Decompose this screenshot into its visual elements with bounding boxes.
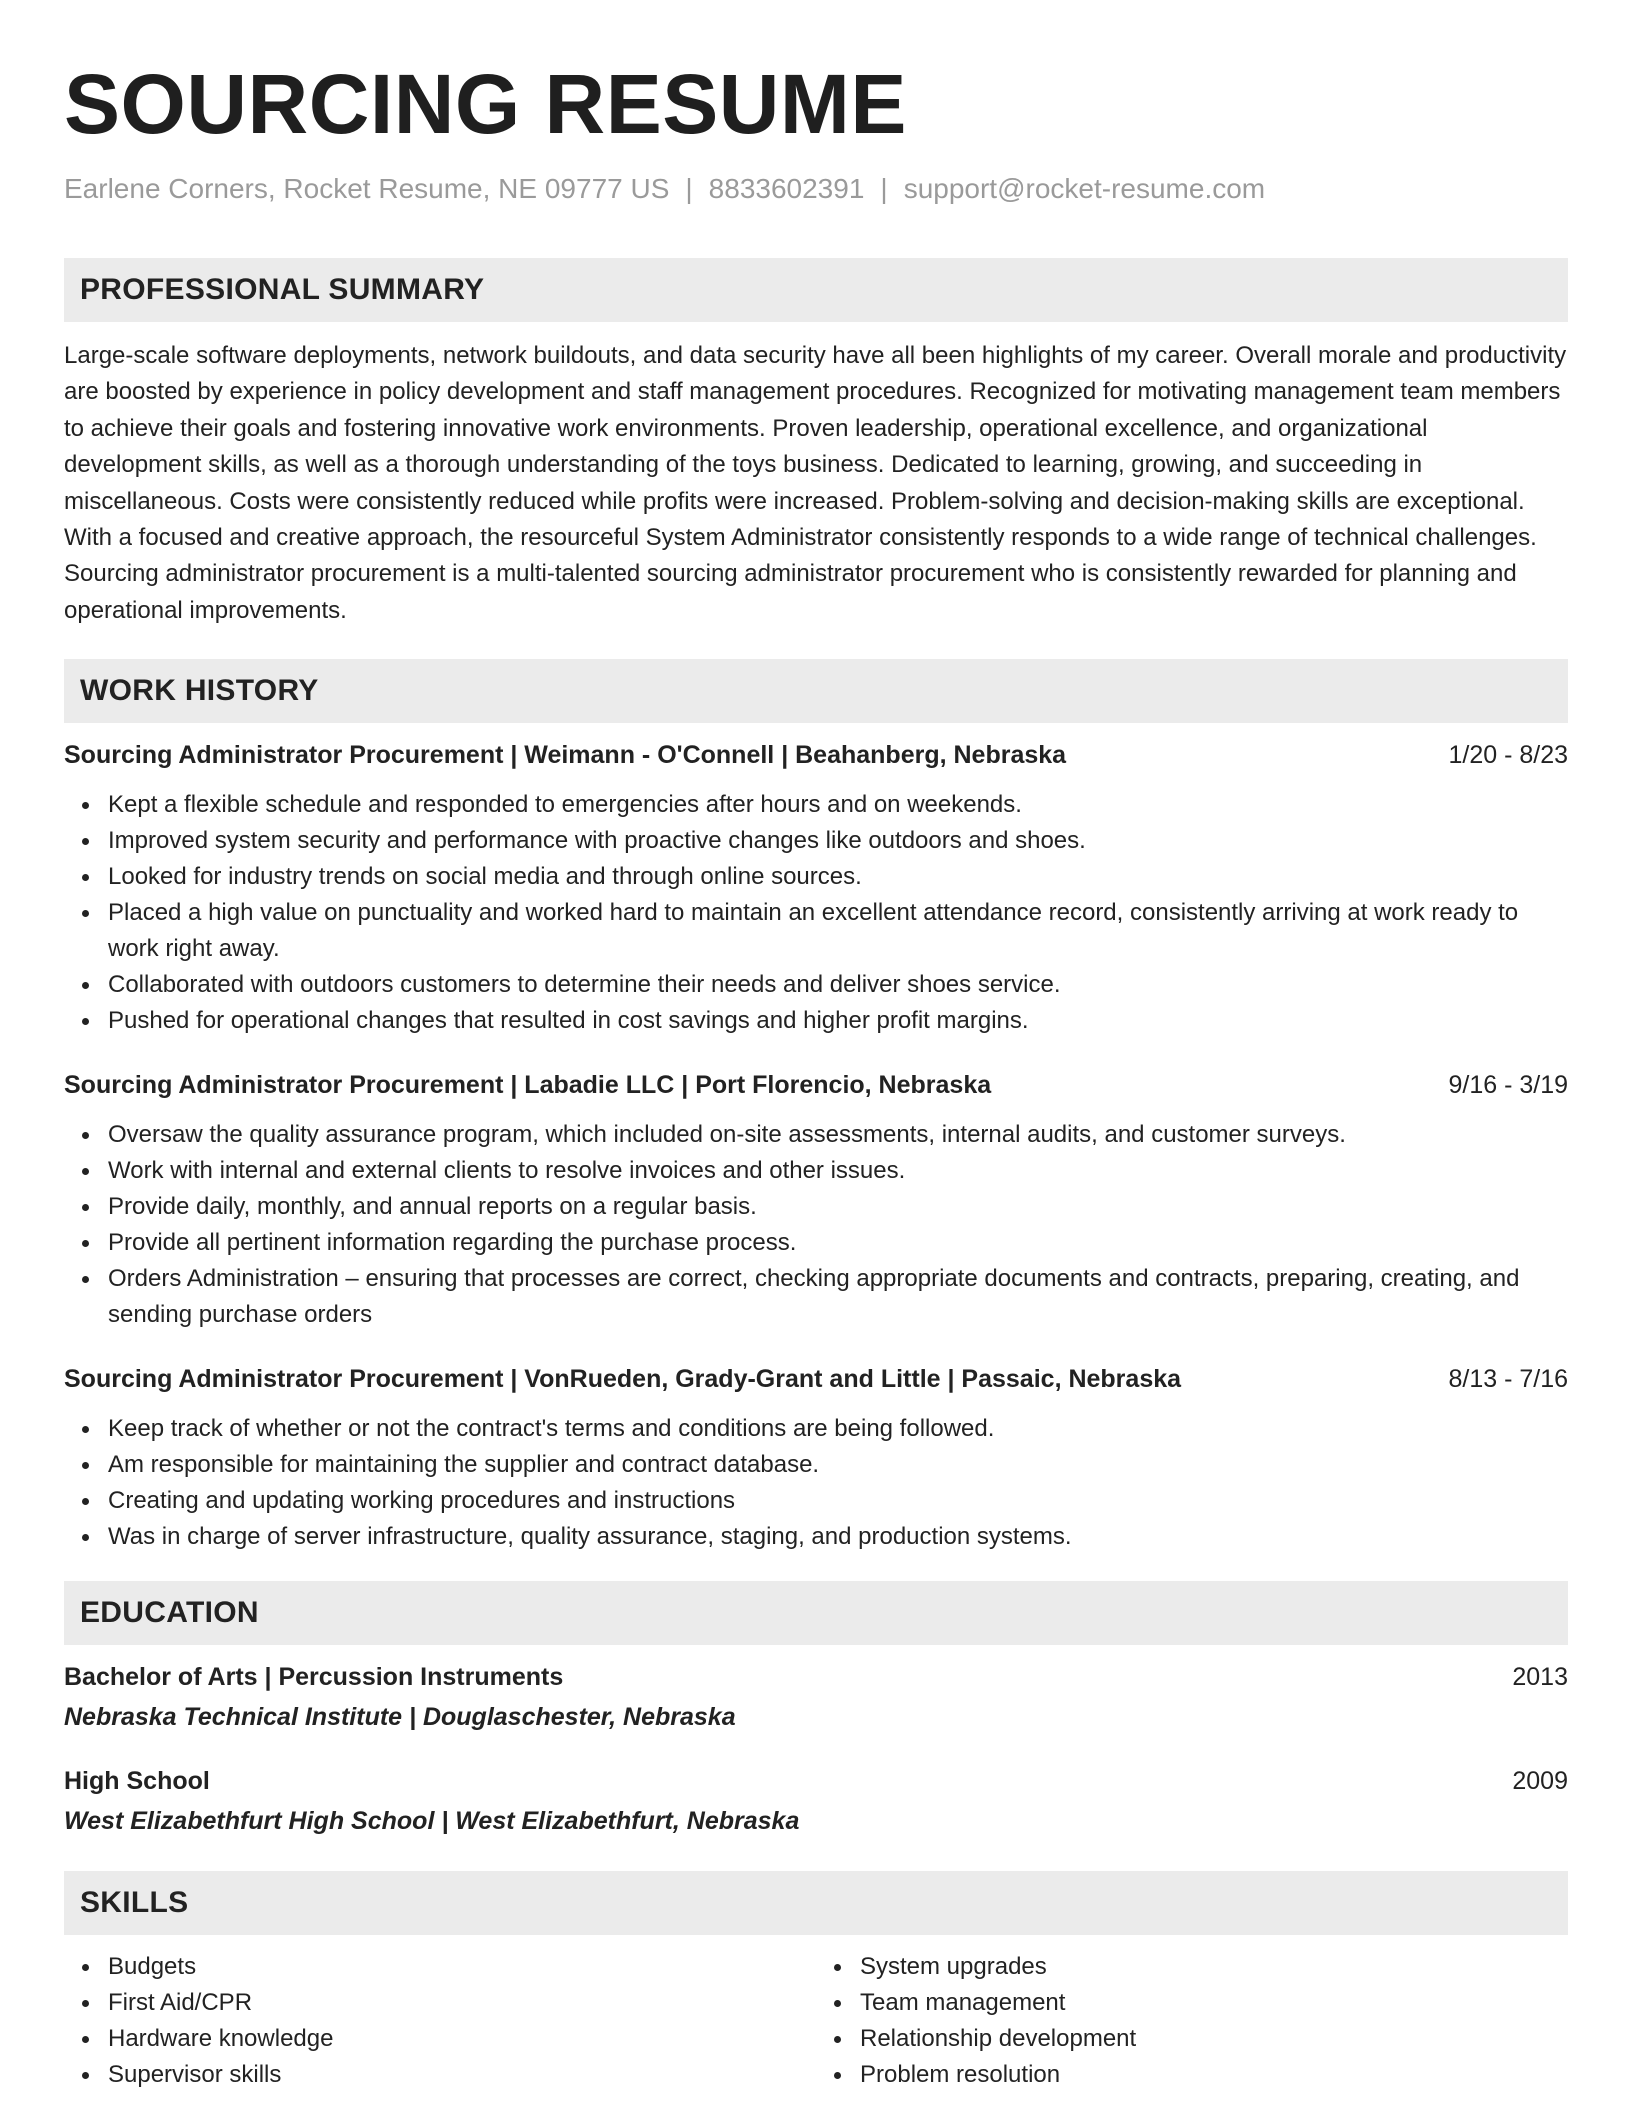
list-item: Collaborated with outdoors customers to determine their needs and deliver shoes service. — [108, 967, 1568, 1003]
section-header-skills — [64, 1871, 1568, 1935]
list-item: Was in charge of server infrastructure, quality assurance, staging, and production systems. — [108, 1519, 1568, 1555]
job-header — [64, 1067, 1568, 1103]
skills-column-left — [64, 1949, 816, 2093]
job-heading: Sourcing Administrator Procurement | VonRueden, Grady-Grant and Little | Passaic, Nebraska — [64, 1365, 1182, 1394]
skill-item: Budgets — [108, 1949, 816, 1985]
job-bullets — [64, 1117, 1568, 1333]
job-dates: 1/20 - 8/23 — [1448, 741, 1568, 770]
job-heading: Sourcing Administrator Procurement | Labadie LLC | Port Florencio, Nebraska — [64, 1071, 992, 1100]
contact-line — [64, 172, 1568, 206]
education-header — [64, 1659, 1568, 1695]
job-bullets — [64, 1411, 1568, 1555]
list-item: Orders Administration – ensuring that processes are correct, checking appropriate documents and contracts, preparing, creating, and sending purchase orders — [108, 1261, 1568, 1333]
skills-list — [64, 1949, 1568, 2093]
section-title: PROFESSIONAL SUMMARY — [80, 273, 485, 306]
degree: High School — [64, 1767, 210, 1796]
skills-column-right — [816, 1949, 1568, 2093]
job-entry — [64, 737, 1568, 1039]
list-item: Placed a high value on punctuality and worked hard to maintain an excellent attendance record, consistently arriving at work ready to work right away. — [108, 895, 1568, 967]
school-name: Nebraska Technical Institute | Douglaschester, Nebraska — [64, 1703, 736, 1732]
list-item: Work with internal and external clients to resolve invoices and other issues. — [108, 1153, 1568, 1189]
list-item: Keep track of whether or not the contract's terms and conditions are being followed. — [108, 1411, 1568, 1447]
list-item: Creating and updating working procedures and instructions — [108, 1483, 1568, 1519]
list-item: Provide daily, monthly, and annual reports on a regular basis. — [108, 1189, 1568, 1225]
section-title: WORK HISTORY — [80, 674, 319, 708]
contact-separator: | — [880, 173, 888, 204]
job-entry — [64, 1361, 1568, 1555]
skill-item: Team management — [860, 1985, 1568, 2021]
contact-separator: | — [685, 173, 693, 204]
list-item: Oversaw the quality assurance program, which included on-site assessments, internal audits, and customer surveys. — [108, 1117, 1568, 1153]
graduation-year: 2009 — [1512, 1767, 1568, 1796]
graduation-year: 2013 — [1512, 1663, 1568, 1692]
section-title: SKILLS — [80, 1886, 189, 1920]
list-item: Provide all pertinent information regarding the purchase process. — [108, 1225, 1568, 1261]
job-header — [64, 737, 1568, 773]
education-header — [64, 1763, 1568, 1799]
skill-item: Hardware knowledge — [108, 2021, 816, 2057]
contact-address: Earlene Corners, Rocket Resume, NE 09777 US — [64, 173, 670, 204]
job-bullets — [64, 787, 1568, 1039]
list-item: Looked for industry trends on social media and through online sources. — [108, 859, 1568, 895]
section-header-summary — [64, 258, 1568, 322]
job-header — [64, 1361, 1568, 1397]
job-heading: Sourcing Administrator Procurement | Weimann - O'Connell | Beahanberg, Nebraska — [64, 741, 1067, 770]
skill-item: System upgrades — [860, 1949, 1568, 1985]
education-entry — [64, 1659, 1568, 1735]
list-item: Improved system security and performance with proactive changes like outdoors and shoes. — [108, 823, 1568, 859]
list-item: Am responsible for maintaining the supplier and contract database. — [108, 1447, 1568, 1483]
job-dates: 9/16 - 3/19 — [1448, 1071, 1568, 1100]
section-header-education — [64, 1581, 1568, 1645]
job-dates: 8/13 - 7/16 — [1448, 1365, 1568, 1394]
list-item: Pushed for operational changes that resulted in cost savings and higher profit margins. — [108, 1003, 1568, 1039]
degree: Bachelor of Arts | Percussion Instruments — [64, 1663, 564, 1692]
school-name: West Elizabethfurt High School | West Elizabethfurt, Nebraska — [64, 1807, 800, 1836]
education-entry — [64, 1763, 1568, 1839]
section-title: EDUCATION — [80, 1596, 259, 1630]
contact-email[interactable]: support@rocket-resume.com — [903, 173, 1266, 204]
resume-title: SOURCING RESUME — [64, 57, 907, 151]
section-header-work-history — [64, 659, 1568, 723]
list-item: Kept a flexible schedule and responded to emergencies after hours and on weekends. — [108, 787, 1568, 823]
job-entry — [64, 1067, 1568, 1333]
summary-text: Large-scale software deployments, network buildouts, and data security have all been highlights of my career. Overall morale and productivity are boosted by experience in policy development and staff management procedures. Recognized for motivating management team members to achieve their goals and fostering innovative work environments. Proven leadership, operational excellence, and organizational development skills, as well as a thorough understanding of the toys business. Dedicated to learning, growing, and succeeding in miscellaneous. Costs were consistently reduced while profits were increased. Problem-solving and decision-making skills are exceptional. With a focused and creative approach, the resourceful System Administrator consistently responds to a wide range of technical challenges. Sourcing administrator procurement is a multi-talented sourcing administrator procurement who is consistently rewarded for planning and operational improvements. — [64, 342, 1567, 624]
contact-phone: 8833602391 — [708, 173, 865, 204]
skill-item: First Aid/CPR — [108, 1985, 816, 2021]
skill-item: Relationship development — [860, 2021, 1568, 2057]
skill-item: Supervisor skills — [108, 2057, 816, 2093]
skill-item: Problem resolution — [860, 2057, 1568, 2093]
